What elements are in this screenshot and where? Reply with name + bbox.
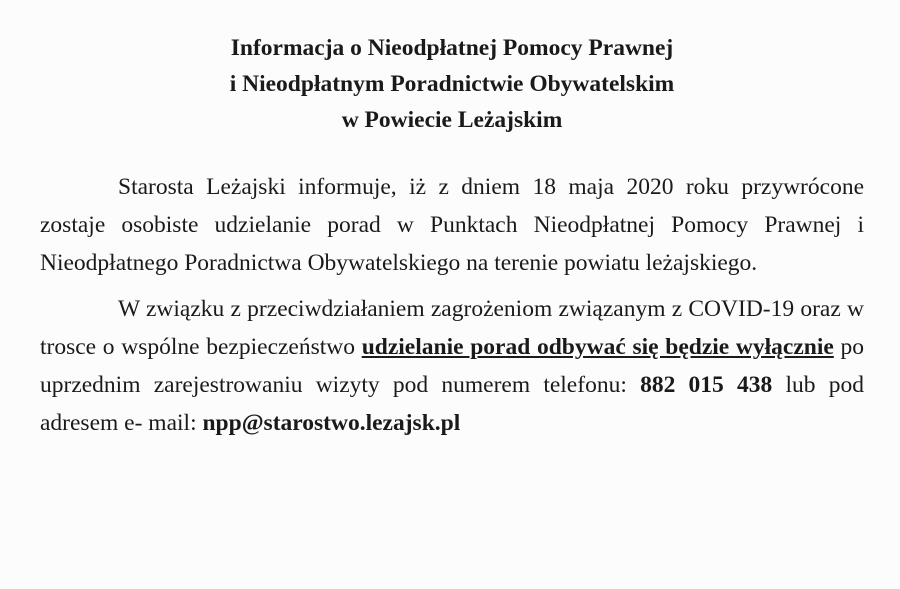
paragraph-intro-text: W związku z przeciwdziałaniem zagrożeniom związanym z COVID-19 oraz w trosce o wspólne bezpieczeństwo [40,296,864,360]
phone-number[interactable]: 882 015 438 [640,372,773,398]
title-line-3: w Powiecie Leżajskim [341,107,563,133]
paragraph-registration [40,290,864,442]
paragraph-announcement: Starosta Leżajski informuje, iż z dniem 18 maja 2020 roku przywrócone zostaje osobiste udzielanie porad w Punktach Nieodpłatnej Pomocy Prawnej i Nieodpłatnego Poradnictwa Obywatelskiego na terenie powiatu leżajskiego. [40,174,864,276]
emphasis-text: udzielanie porad odbywać się będzie wyłącznie [361,334,834,360]
paragraph-middle-text: po uprzednim zarejestrowaniu wizyty pod numerem telefonu: [40,334,865,398]
document-title [40,30,864,138]
paragraph-after-phone-text: lub pod adresem e- mail: [40,372,865,436]
title-line-2: i Nieodpłatnym Poradnictwie Obywatelskim [229,71,675,97]
email-address[interactable]: npp@starostwo.lezajsk.pl [202,410,461,436]
title-line-1: Informacja o Nieodpłatnej Pomocy Prawnej [230,35,674,61]
